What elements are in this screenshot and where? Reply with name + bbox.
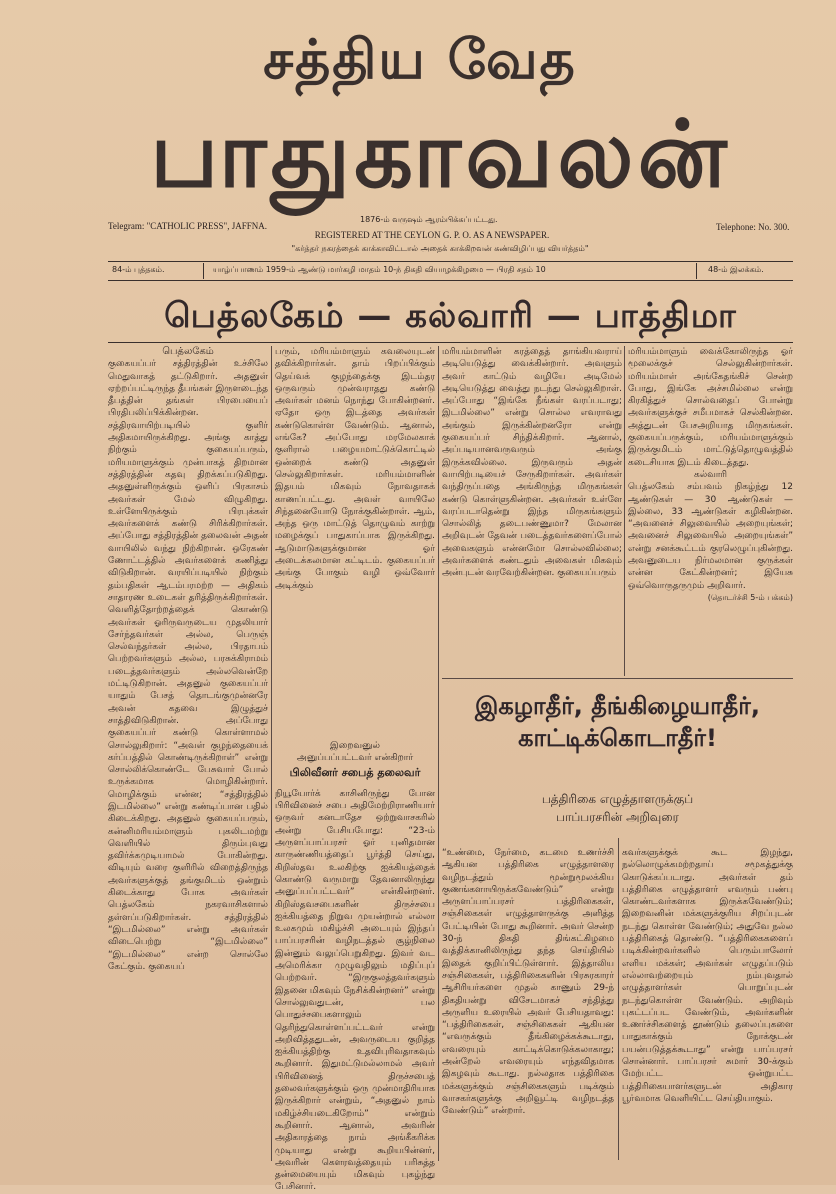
column-divider (618, 838, 619, 1160)
article-text: குகையப்பர் சத்திரத்தின் உச்சிலே மெதுவாகத் தட்டுகிறார். அதனுள் ஏற்றப்பட்டிருந்த தீபங்கள் இருளடைந்த தீபத்தின் தங்கள் பிரபையைப் பிரதிபலிப்பிக்கின்றன. சத்திரவாயிற்படியில் குளிர் அதிகமாயிருக்கிறது. அங்கு காத்து நிற்கும் குகையப்பரும், மரியமாளுக்கும் முன்பாகத் திறமான சத்திரத்தின் கதவு திறக்கப்படுகிறது. அதனுள்ளிருக்கும் ஒளிப் பிரகாசம் அவர்கள் மேல் விழுகிறது. உள்ளேயிருக்கும் பிரபுக்கள் அவர்களைக் கண்டு சிரிக்கிறார்கள். அப்போது சத்திரத்தின் தலைவன் அதன் வாயிலில் வந்து நிற்கிறான். ஒரேகண் ணோட்டத்தில் அவர்களைக் கணித்து விடுகிறான். வரயிப்படியில் நிற்கும் தம்பதிகள் ஆடம்பரமற்ற — அதிகம் சாதாரண உடைகள் தரித்திருக்கிறார்கள். வெளித்தோற்றத்தைக் கொண்டு அவர்கள் ஓரிருவருடைய முதலியார் சேர்ந்தவர்கள் அல்ல, பெருஞ் செல்வந்தர்கள் அல்ல, பிரதாபம் பெற்றவர்களும் அல்ல, பரசுக்கிராமம் படைத்தவர்களும் அல்லவென்றே மட்டிடுகிறான். அதனுல் குகையப்பர் யாதும் பேசத் தொடங்குமுன்னரே அவன் கதவை இழுத்துச் சாத்திவிடுகிறான். அப்போது குகையப்பர் கண்டு கொள்ளாமல் சொல்லுகிறார்: “அவள் குழந்தையைக் கர்ப்பத்தில் கொண்டிருக்கிறாள்” என்று சொல்லிக்கொண்டே பேசுவார் போல் உருக்கமாக மொழிகின்றார். மொழிக்கும் என்ன; “சத்திரத்தில் இடமில்லை” என்று கண்டிப்பான பதில் கிடைக்கிறது. அதனுல் குகையப்பரும், கன்னிமரியம்மாளும் புகலிடமற்று வெளியில் திரும்புவது தவிர்க்கமுடியாமல் போகின்றது. விடியும் வரை குளிரில் விறைத்திருந்த அவர்களுக்குத் தங்குமிடம் ஒன்றும் கிடைக்காது போக அவர்கள் பெத்லகேம் நகரவாசிகளால் தள்ளப்படுகிறார்கள். சத்திரத்தில் “இடமில்லை” என்று அவர்கள் விடைபெற்று “இடமில்லை” “இடமில்லை” என்ற சொல்லே கேட்கும். குகையப் (108, 359, 268, 972)
dateline (108, 263, 793, 279)
article-column-5 (442, 838, 614, 1160)
section-title: பெத்லகேம் (162, 346, 214, 357)
established-line: 1876-ம் வருஷம் ஆரம்பிக்கப்பட்டது. (360, 215, 498, 224)
divider (108, 342, 793, 343)
article-headline: இகழாதீர், தீங்கிழையாதீர், காட்டிக்கொடாதீர்! (475, 692, 760, 752)
issue-number: 48-ம் இலக்கம். (708, 265, 764, 274)
registration-line: REGISTERED AT THE CEYLON G. P. O. AS A NEWSPAPER. (314, 230, 550, 240)
article-column-2 (275, 346, 435, 731)
volume-number: 84-ம் புத்தகம். (112, 265, 165, 274)
issue-date: யாழ்ப்பாணம் 1959-ம் ஆண்டு மார்கழி மாதம் 10-ந் திகதி வியாழக்கிழமை — பிரதி சதம் 10 (213, 265, 546, 274)
article-column-1 (108, 346, 268, 1161)
divider (442, 678, 793, 679)
main-headline: பெத்லகேம் — கல்வாரி — பாத்திமா (164, 296, 737, 336)
article-kicker: இறைவனுல் (330, 741, 380, 751)
article-text: கவர்களுக்குக் கூட இழந்து, நல்லொழுக்கமற்றதாய் சமூகத்துக்கு கொடுக்கப்படாது. அவர்கள் தம் பத்திரிகை எழுத்தாளர் எவரும் பண்பு கொண்டவர்களாக இருக்கவேண்டும்; இறைவனின் மக்களுக்குரிய சிறப்புடன் நடந்து கொள்ள வேண்டும்; அதுவே நல்ல பத்திரிகைத் தொண்டு. “பத்திரிகைகளைப் படிக்கின்றவர்களில் பெரும்பாலோர் எளிய மக்கள்; அவர்கள் எழுதப்படும் எல்லாவற்றையும் நம்புவதால் எழுத்தாளர்கள் பொறுப்புடன் நடந்துகொள்ள வேண்டும். அறிவும் புகட்டப்பட வேண்டும், அவர்களின் உணர்ச்சிகளைத் தூண்டும் தலைப்புகளை பாதுகாக்கும் நோக்குடன் பயன்படுத்தக்கூடாது” என்று பாப்பரசர் சொன்னார். பாப்பரசர் சுமார் 30-க்கும் மேற்பட்ட ஒன்றுபட்ட பத்திரிகையாளர்களுடன் அதிகார பூர்வமாக வெளியிட்ட செய்தியாகும். (622, 848, 793, 1104)
article-column-6 (622, 838, 793, 1160)
masthead-title: பாதுகாவலன் (150, 101, 731, 208)
section-title: கல்வாரி (693, 469, 728, 480)
telephone-line: Telephone: No. 300. (716, 222, 790, 232)
article-text: மரியம்மாளின் கரத்தைத் தாங்கியவராய் அடியெடுத்து வைக்கின்றார். அவளும் அவர் காட்டும் வழியே அடிமேல் அடியெடுத்து வைத்து நடந்து செல்லுகிறாள். அப்போது “இங்கே நீங்கள் வரப்படாது; இடமில்லை” என்று சொல்ல எவராவது அங்கும் இருக்கின்றனரோ என்று குகையப்பர் சிந்திக்கிறார். ஆனால், அப்படியானவருவரும் அங்கு இருக்கவில்லை. இருவரும் அதன் வாயிற்படியைச் சேருகிறார்கள். அவர்கள் வந்திருப்பதை அங்கிருந்த மிருகங்கள் கண்டு கொள்ளுகின்றன. அவர்கள் உள்ளே வரப்படாதென்று இந்த மிருகங்களும் சொல்லித் தடைபண்ணுமா? மேலான அறிவுடன் தேவன் படைத்தவர்களைப்போல் அவைகளும் என்னமோ சொல்லவில்லை; அவர்களைக் கண்டதும் அவைகள் மிகவும் அன்புடன் வரவேற்கின்றன. குகையப்பரும் (442, 347, 622, 579)
article-text: “உண்மை, நேர்மை, கடமை உணர்ச்சி ஆகியன பத்திரிகை எழுத்தாளரை வழிநடத்தும் மூன்றுமூலக்கிய குணங்களாயிருக்கவேண்டும்” என்று அருளப்பாப்பரசர் பத்திரிகைகள், சஞ்சிகைகள் எழுத்தாளருக்கு அளித்த பேட்டியின் போது கூறினார். அவர் சென்ற 30-ந் திகதி திங்கட்கிழமை வத்திக்கானிலிருந்து தந்த செய்தியில் இதைக் குறிப்பிட்டுள்ளார். இத்தாலிய சஞ்சிகைகள், பத்திரிகைகளின் பிரசுரகாரர் ஆசிரியர்களை முதல் காணும் 29-ந் திகதியன்று விசேடமாகச் சந்தித்து அருளிய உரையில் அவர் பேசியதாவது: “பத்திரிகைகள், சஞ்சிகைகள் ஆகியன “எவருக்கும் தீங்கிழைக்கக்கூடாது, எவரையும் காட்டிக்கொடுக்கலாகாது; அன்றேல் எவரையும் எந்தவிதமாக இகழவும் கூடாது. நல்லதாக பத்திரிகை மக்களுக்கும் சஞ்சிகைகளும் படிக்கும் வாசகர்களுக்கு அறிவூட்டி வழிநடத்த வேண்டும்” என்றார். (442, 848, 614, 1117)
article-text: நியூயோர்க் காசினிருந்து போன பிரிவினைச் சபை அதிமேற்றிராணியார் ஒருவர் கனடாதேச ஒற்றுவாசகரில் அன்று பேசியபோது: “23-ம் அருளப்பாப்பரசர் ஓர் புனிதமான காருண்ணியத்தைப் பூர்த்தி செய்து, கிறிஸ்தவ உலகிற்கு ஐக்கியத்தைக் கொண்டு வருமாறு தேவனாலிருந்து அனுப்பப்பட்டவர்” என்கின்றனர். கிறிஸ்தவசபைகளின் திருச்சபை ஐக்கியத்தை நிறுவ முயன்றால் எல்லா உலகமும் மகிழ்ச்சி அடையும் இந்தப் பாப்பரசரின் வழிநடத்தல் சூழ்நிலை இன்னும் வலுப்பெறுகிறது. இவர் வட அமெரிக்கா முழுவதிலும் மதிப்புப் பெற்றவர். “இருகுலத்தவர்களும் இதனை மிகவும் நேசிக்கின்றனர்” என்று சொல்லுவதுடன், பல பொதுச்சபைகளாலும் தெரிந்துகொள்ளப்பட்டவர் என்று அறிவித்ததுடன், அவருடைய குறித்த ஐக்கியத்திற்கு உதவிபுரிவதாகவும் கூறினார். இதுமட்டுமல்லாமல் அவர் பிரிவினைத் திருச்சபைத் தலைவர்களுக்கும் ஒரு முன்மாதிரியாக இருக்கிறார் என்றும், “அதனுல் நாம் மகிழ்ச்சியடைகிறோம்” என்றும் கூறினார். ஆனால், அவரின் அதிகாரத்தை நாம் அங்கீகரிக்க முடியாது என்று கூறியபின்னர், அவரின் கௌரவத்தையும் பரிசுத்த தன்மையையும் மிகவும் புகழ்ந்து பேசினார். (275, 788, 435, 1193)
column-divider (438, 346, 439, 1161)
telegram-line: Telegram: "CATHOLIC PRESS", JAFFNA. (108, 221, 267, 231)
sidebar-article (275, 740, 435, 1193)
column-divider (271, 346, 272, 1161)
column-divider (624, 346, 625, 676)
subhead-line: பத்திரிகை எழுத்தாளருக்குப் (541, 792, 694, 806)
article-text: பரும், மரியம்மாளும் கவலையுடன் தவிக்கிறார்கள். தாம் பிறப்பிக்கும் தெய்வக் குழந்தைக்கு இடம்தர ஒருவரும் முன்வராதது கண்டு அவர்கள் மனம் நொந்து போகின்றனர். ஏதோ ஒரு இடத்தை அவர்கள் கண்டுகொள்ள வேண்டும். ஆனால், எங்கே? அப்போது மரமேலகாக் குளிரால் பழையமாட்டுக்கொட்டில் ஒன்றைக் கண்டு அதனுள் செல்லுகிறார்கள். மரியம்மாளின் இதயம் மிகவும் நோவதாகக் காணப்பட்டது. அவள் வாயிலே சிந்தனையோடு நோக்குகின்றாள். ஆம், அந்த ஒரு மாட்டுத் தொழுவம் காற்று மழைக்குப் பாதுகாப்பாக இருக்கிறது. ஆடுமாடுகளுக்குமான ஓர் அடைக்கலமான கட்டிடம். குகையப்பர் அங்கு போகும் வழி ஒவ்வோர் அடிக்கும் (275, 347, 435, 591)
article-subhead: அனுப்பப்பட்டவர் என்கிறார் (296, 753, 414, 764)
masthead-motto: "கர்த்தர் நகரத்தைக் காக்காவிட்டால் அதைக் காக்கிறவன் கண்விழிப்பது வியர்த்தம்" (291, 244, 589, 253)
divider (696, 263, 697, 279)
divider (108, 280, 793, 281)
masthead-subtitle: சத்திய வேத (263, 28, 577, 91)
subhead-line: பாப்பரசரின் அறிவுரை (556, 810, 679, 824)
article-column-4 (628, 346, 793, 676)
divider (108, 261, 793, 262)
article-subhead (442, 790, 793, 826)
divider (203, 263, 204, 279)
article-text: மரியம்மாளும் வைக்கோலிருந்த ஓர் மூலைக்குச் செல்லுகின்றார்கள். மரியம்மாள் அங்கேதங்கிச் சென்ற போது, இங்கே அச்சமில்லை என்று கிரகித்துச் சொல்வதைப் போன்று அவர்களுக்குச் சமீபமாகச் செல்கின்றன. அத்துடன் பேசஅறியாத மிருகங்கள். குகையப்பருக்கும், மரியம்மாளுக்கும் இருக்குமிடம் மாட்டுத்தொழுவத்தில் கடைசியாக இடம் கிடைத்தது. (628, 347, 793, 468)
article-headline: பிலிவீனர் சபைத் தலைவர் (289, 765, 421, 779)
continued-note: (தொடர்ச்சி 5-ம் பக்கம்) (707, 592, 793, 602)
article-text: பெத்லகேம் சம்பவம் நிகழ்ந்து 12 ஆண்டுகள் — 30 ஆண்டுகள் — இல்லை, 33 ஆண்டுகள் கழிகின்றன. “அவனைச் சிலுவையில் அறையுங்கள்; அவனைச் சிலுவையில் அறையுங்கள்” என்று சனக்கூட்டம் குரலெழுப்புகின்றது. அவனுடைய நிர்மலமான குருக்கள் என்ன கேட்கின்றனர்; இயேசு ஒவ்வொருதருமும் அறிவார். (628, 482, 793, 591)
article-column-3 (442, 346, 622, 676)
